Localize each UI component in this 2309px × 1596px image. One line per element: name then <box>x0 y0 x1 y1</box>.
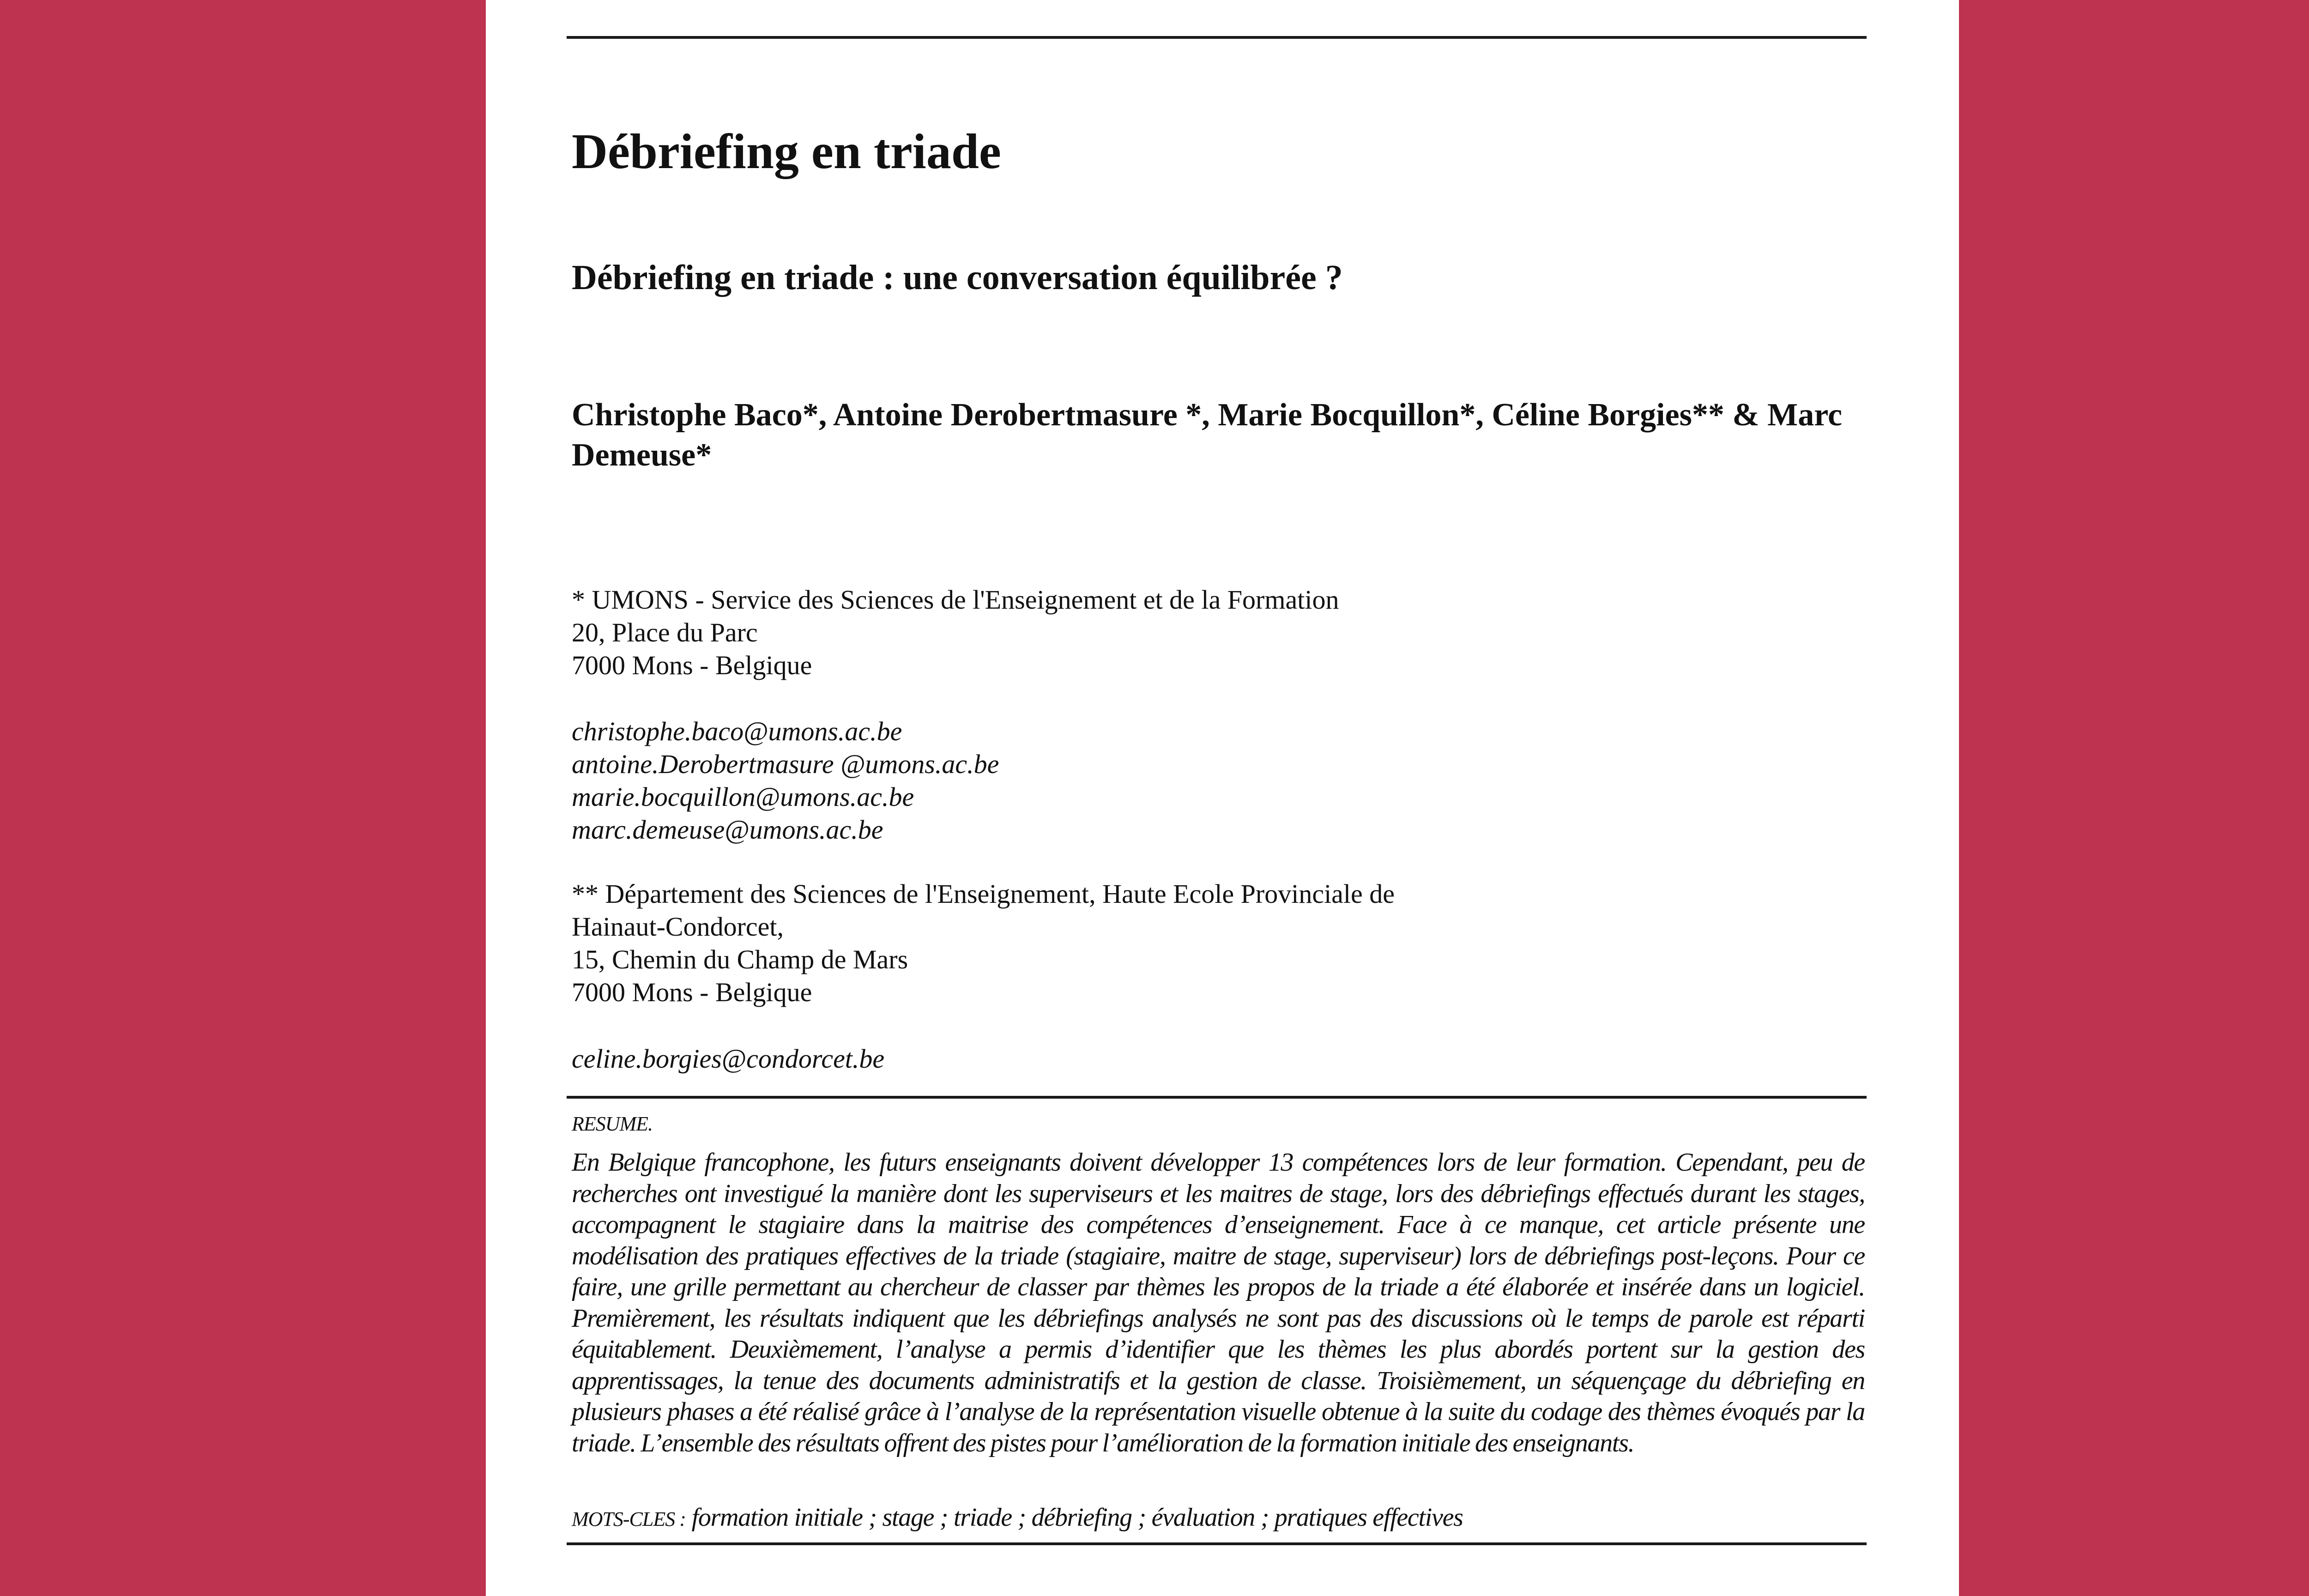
affiliation-line: Hainaut-Condorcet, <box>572 912 784 942</box>
keywords-text: formation initiale ; stage ; triade ; débriefing ; évaluation ; pratiques effectives <box>691 1503 1463 1532</box>
email-address: antoine.Derobertmasure @umons.ac.be <box>572 749 999 779</box>
paper-page <box>486 0 1959 1596</box>
email-list-condorcet <box>572 1042 884 1075</box>
resume-label: RESUME. <box>572 1112 653 1135</box>
abstract-bottom-rule <box>567 1542 1867 1545</box>
affiliation-line: 7000 Mons - Belgique <box>572 977 812 1007</box>
abstract-top-rule <box>567 1096 1867 1099</box>
abstract-text: En Belgique francophone, les futurs enseignants doivent développer 13 compétences lors de leur formation. Cependant, peu de recherches ont investigué la manière dont les superviseurs et les maitres de stage, lors des débriefings effectués durant les stages, accompagnent le stagiaire dans la maitrise des compétences d’enseignement. Face à ce manque, cet article présente une modélisation des pratiques effectives de la triade (stagiaire, maitre de stage, superviseur) lors de débriefings post-leçons. Pour ce faire, une grille permettant au chercheur de classer par thèmes les propos de la triade a été élaborée et insérée dans un logiciel. Premièrement, les résultats indiquent que les débriefings analysés ne sont pas des discussions où le temps de parole est réparti équitablement. Deuxièmement, l’analyse a permis d’identifier que les thèmes les plus abordés portent sur la gestion des apprentissages, la tenue des documents administratifs et la gestion de classe. Troisièmement, un séquençage du débriefing en plusieurs phases a été réalisé grâce à l’analyse de la représentation visuelle obtenue à la suite du codage des thèmes évoqués par la triade. L’ensemble des résultats offrent des pistes pour l’amélioration de la formation initiale des enseignants. <box>572 1148 1865 1457</box>
top-rule <box>567 36 1867 39</box>
affiliation-line: 7000 Mons - Belgique <box>572 650 812 680</box>
affiliation-condorcet <box>572 877 1395 1009</box>
keywords-label: MOTS-CLES : <box>572 1508 686 1530</box>
paper-title: Débriefing en triade <box>572 124 1001 179</box>
email-address: marie.bocquillon@umons.ac.be <box>572 782 914 812</box>
author-list: Christophe Baco*, Antoine Derobertmasure *, Marie Bocquillon*, Céline Borgies** & Marc Demeuse* <box>572 397 1843 473</box>
affiliation-line: 15, Chemin du Champ de Mars <box>572 944 908 974</box>
email-address: marc.demeuse@umons.ac.be <box>572 815 883 845</box>
keywords-line <box>572 1503 1463 1532</box>
email-address: celine.borgies@condorcet.be <box>572 1044 885 1074</box>
affiliation-line: 20, Place du Parc <box>572 617 758 647</box>
affiliation-umons <box>572 583 1339 682</box>
affiliation-line: * UMONS - Service des Sciences de l'Enseignement et de la Formation <box>572 585 1339 615</box>
paper-subtitle: Débriefing en triade : une conversation équilibrée ? <box>572 258 1343 297</box>
email-list-umons <box>572 715 999 846</box>
affiliation-line: ** Département des Sciences de l'Enseignement, Haute Ecole Provinciale de <box>572 879 1395 909</box>
email-address: christophe.baco@umons.ac.be <box>572 716 902 746</box>
